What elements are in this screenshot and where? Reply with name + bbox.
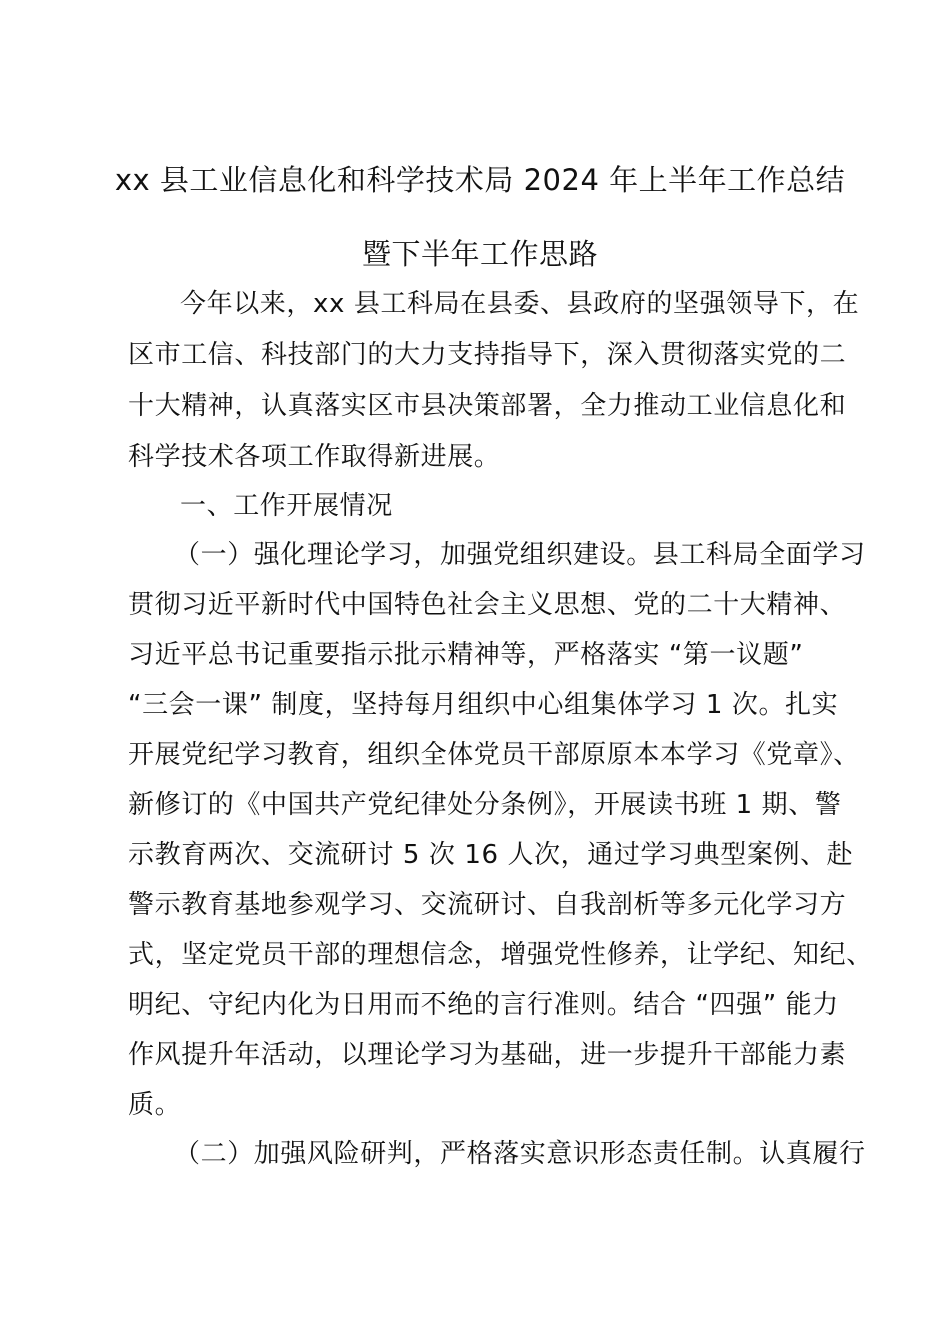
paragraph-line: 贯彻习近平新时代中国特色社会主义思想、党的二十大精神、 <box>128 590 847 620</box>
paragraph-line: 质。 <box>128 1090 182 1120</box>
paragraph-line: 区市工信、科技部门的大力支持指导下，深入贯彻落实党的二 <box>128 340 847 370</box>
paragraph-line: 科学技术各项工作取得新进展。 <box>128 442 501 472</box>
paragraph-line: 式，坚定党员干部的理想信念，增强党性修养，让学纪、知纪、 <box>128 940 873 970</box>
paragraph-line: 明纪、守纪内化为日用而不绝的言行准则。结合 “四强” 能力 <box>128 990 839 1020</box>
paragraph-line: “三会一课” 制度，坚持每月组织中心组集体学习 1 次。扎实 <box>128 690 839 720</box>
paragraph-line: （二）加强风险研判，严格落实意识形态责任制。认真履行 <box>174 1139 866 1169</box>
paragraph-line: 新修订的《中国共产党纪律处分条例》，开展读书班 1 期、警 <box>128 790 842 820</box>
paragraph-line: 开展党纪学习教育，组织全体党员干部原原本本学习《党章》、 <box>128 740 860 770</box>
document-title-line-1: xx 县工业信息化和科学技术局 2024 年上半年工作总结 <box>114 163 846 197</box>
paragraph-line: 示教育两次、交流研讨 5 次 16 人次，通过学习典型案例、赴 <box>128 840 854 870</box>
paragraph-line: 作风提升年活动，以理论学习为基础，进一步提升干部能力素 <box>128 1040 847 1070</box>
document-title-line-2: 暨下半年工作思路 <box>361 237 598 271</box>
paragraph-line: 警示教育基地参观学习、交流研讨、自我剖析等多元化学习方 <box>128 890 847 920</box>
paragraph-line: （一）强化理论学习，加强党组织建设。县工科局全面学习 <box>174 540 866 570</box>
paragraph-line: 今年以来，xx 县工科局在县委、县政府的坚强领导下，在 <box>180 289 860 319</box>
section-heading: 一、工作开展情况 <box>180 491 393 521</box>
paragraph-line: 习近平总书记重要指示批示精神等，严格落实 “第一议题” <box>128 640 804 670</box>
paragraph-line: 十大精神，认真落实区市县决策部署，全力推动工业信息化和 <box>128 391 847 421</box>
